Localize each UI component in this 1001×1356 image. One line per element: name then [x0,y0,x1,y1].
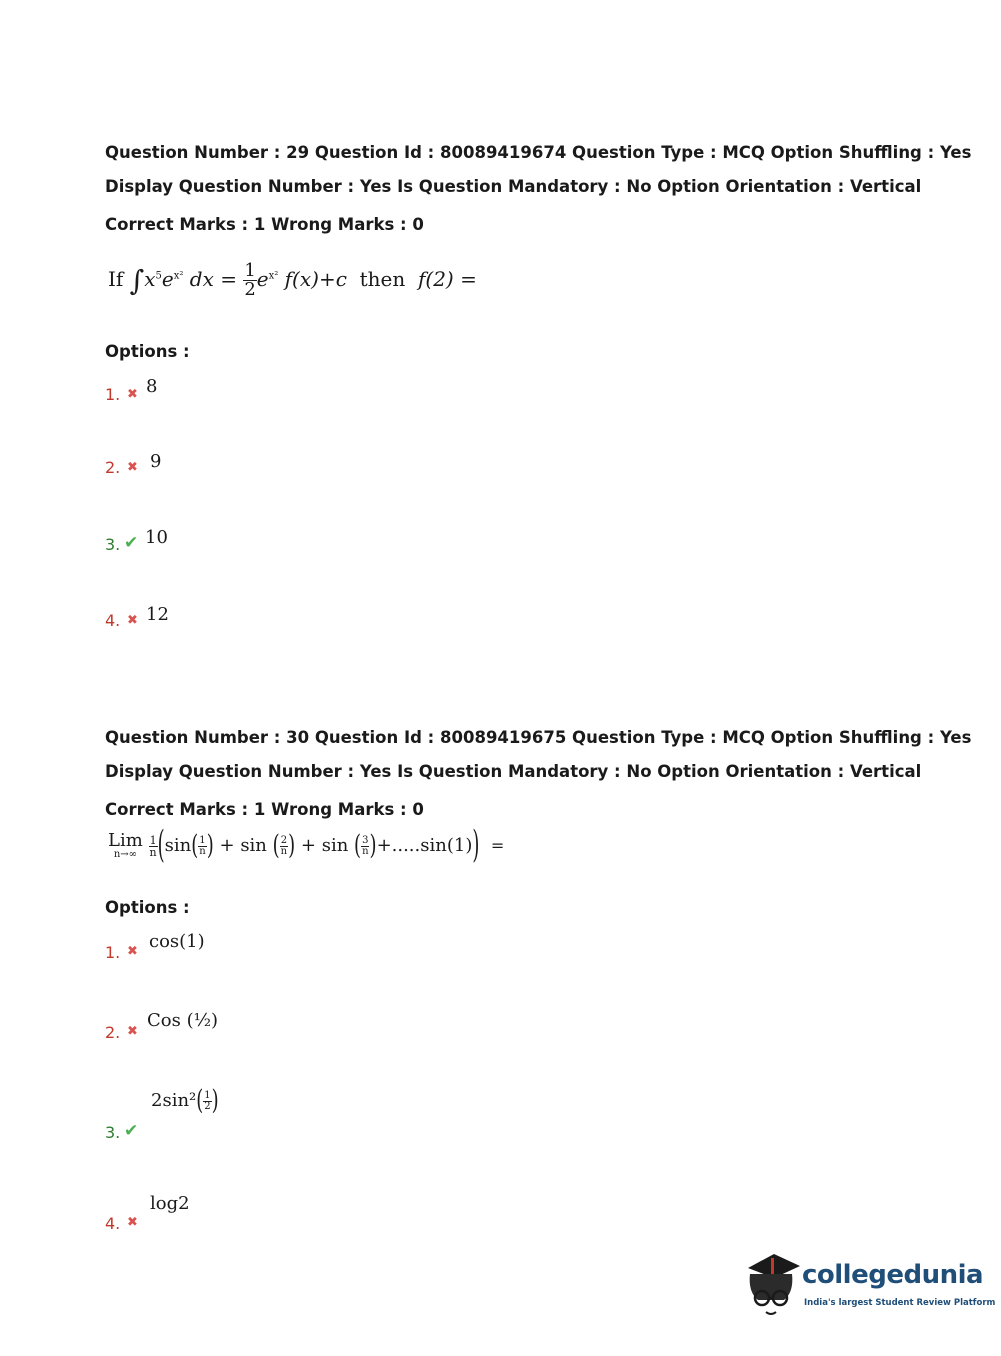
option-text: cos(1) [149,931,205,952]
option-text: 12 [146,604,169,625]
option-number: 4. [105,611,121,630]
option-text: log2 [150,1193,190,1214]
option-number: 1. [105,385,121,404]
question-29-text: If $\int x^5e^{x^2}$ dx = $\frac{1}{2}$ $e^{x^2}$ f(x)+c then f(2) = [108,260,477,300]
option-number: 3. [105,535,121,554]
check-icon: ✔ [124,533,139,553]
question-29-meta-line3: Correct Marks : 1 Wrong Marks : 0 [105,215,424,234]
cross-icon: ✖ [127,387,138,402]
option-number: 1. [105,943,121,962]
option-text: Cos (½) [147,1010,219,1031]
cross-icon: ✖ [127,613,138,628]
cross-icon: ✖ [127,1215,138,1230]
option-number: 4. [105,1214,121,1233]
option-number: 2. [105,1023,121,1042]
cross-icon: ✖ [127,460,138,475]
question-29-options-label: Options : [105,342,190,361]
collegedunia-logo [744,1252,996,1322]
question-29-meta-line2: Display Question Number : Yes Is Question Mandatory : No Option Orientation : Vertical [105,177,922,196]
question-30-meta-line3: Correct Marks : 1 Wrong Marks : 0 [105,800,424,819]
option-text: 10 [145,527,168,548]
option-number: 2. [105,458,121,477]
option-text: 8 [146,376,158,397]
question-29-meta-line1: Question Number : 29 Question Id : 80089419674 Question Type : MCQ Option Shuffling : Yes [105,143,972,162]
mascot-icon [744,1252,802,1322]
question-30-meta-line2: Display Question Number : Yes Is Question Mandatory : No Option Orientation : Vertical [105,762,922,781]
option-number: 3. [105,1123,121,1142]
cross-icon: ✖ [127,944,138,959]
question-30-text: Lim n→∞ $\frac{1}{n}$ (sin( $\frac{1}{n}$ ) + sin ( $\frac{2}{n}$ ) + sin ( $\frac{3}{n}$ )+.....sin(1)) = [108,823,505,868]
logo-tagline: India's largest Student Review Platform [804,1298,996,1308]
question-30-options-label: Options : [105,898,190,917]
question-30-meta-line1: Question Number : 30 Question Id : 80089419675 Question Type : MCQ Option Shuffling : Yes [105,728,972,747]
logo-name: collegedunia [802,1260,984,1290]
check-icon: ✔ [124,1121,139,1141]
option-text: 2sin²( $\frac{1}{2}$ ) [151,1084,219,1117]
cross-icon: ✖ [127,1024,138,1039]
option-text: 9 [150,451,162,472]
